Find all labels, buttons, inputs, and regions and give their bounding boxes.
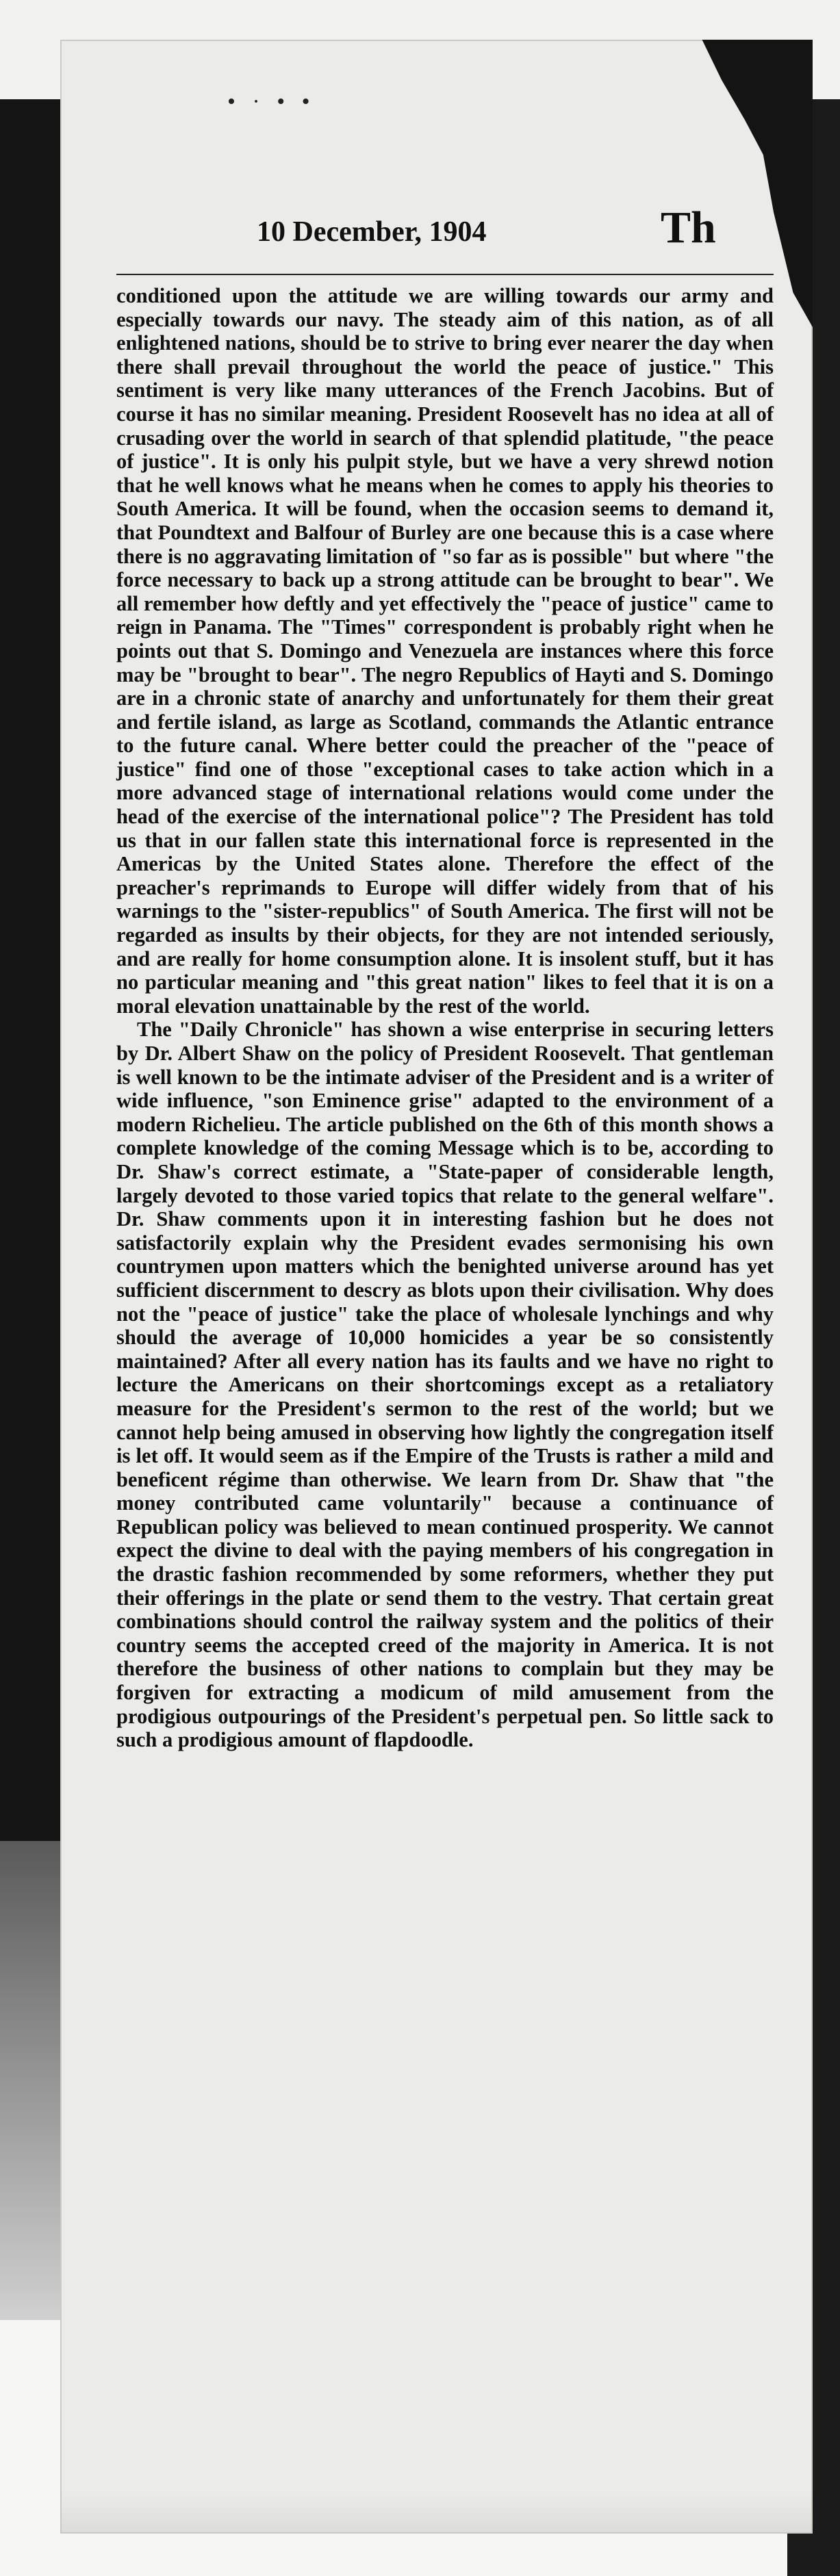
top-marks: • · • • bbox=[227, 89, 316, 114]
clipping-header bbox=[181, 168, 770, 253]
article-paragraph: The "Daily Chronicle" has shown a wise enterprise in securing letters by Dr. Albert Shaw on the policy of President Roosevelt. That gentleman is well known to be the intimate adviser of the President and is a writer of wide influence, "son Eminence grise" adapted to the environment of a modern Richelieu. The article published on the 6th of this month shows a complete knowledge of the coming Message which is to be, according to Dr. Shaw's correct estimate, a "State-paper of considerable length, largely devoted to those varied topics that relate to the general welfare". Dr. Shaw comments upon it in interesting fashion but he does not satisfactorily explain why the President evades sermonising his own countrymen upon matters which the benighted universe around has yet sufficient discernment to descry as blots upon their civilisation. Why does not the "peace of justice" take the place of wholesale lynchings and why should the average of 10,000 homicides a year be so consistently maintained? After all every nation has its faults and we have no right to lecture the Americans on their shortcomings except as a retaliatory measure for the President's sermon to the rest of the world; but we cannot help being amused in observing how lightly the congregation itself is let off. It would seem as if the Empire of the Trusts is rather a mild and beneficent régime than otherwise. We learn from Dr. Shaw that "the money contributed came voluntarily" because a continuance of Republican policy was believed to mean continued prosperity. We cannot expect the divine to deal with the paying members of his congregation in the drastic fashion recommended by some reformers, whether they put their offerings in the plate or send them to the vestry. That certain great combinations should control the railway system and the politics of their country seems the accepted creed of the majority in America. It is not therefore the business of other nations to complain but they may be forgiven for extracting a modicum of mild amusement from the prodigious outpourings of the President's perpetual pen. So little sack to such a prodigious amount of flapdoodle. bbox=[116, 1018, 774, 1752]
masthead-fragment: Th bbox=[661, 203, 716, 253]
header-rule bbox=[116, 274, 774, 275]
article-body bbox=[116, 284, 774, 1752]
issue-date: 10 December, 1904 bbox=[257, 216, 487, 248]
newspaper-clipping bbox=[62, 41, 811, 2532]
article-paragraph: conditioned upon the attitude we are willing towards our army and especially towards our navy. The steady aim of this nation, as of all enlightened nations, should be to strive to bring ever nearer the day when there shall prevail throughout the world the peace of justice." This sentiment is very like many utterances of the French Jacobins. But of course it has no similar meaning. President Roosevelt has no idea at all of crusading over the world in search of that splendid platitude, "the peace of justice". It is only his pulpit style, but we have a very shrewd notion that he well knows what he means when he comes to apply his theories to South America. It will be found, when the occasion seems to demand it, that Poundtext and Balfour of Burley are one because this is a case where there is no aggravating limitation of "so far as is possible" but where "the force necessary to back up a strong attitude can be brought to bear". We all remember how deftly and yet effectively the "peace of justice" came to reign in Panama. The "Times" correspondent is probably right when he points out that S. Domingo and Venezuela are instances where this force may be "brought to bear". The negro Republics of Hayti and S. Domingo are in a chronic state of anarchy and unfortunately for them their great and fertile island, as large as Scotland, commands the Atlantic entrance to the future canal. Where better could the preacher of the "peace of justice" find one of those "exceptional cases to take action which in a more advanced stage of international relations would come under the head of the exercise of the international police"? The President has told us that in our fallen state this international force is represented in the Americas by the United States alone. Therefore the effect of the preacher's reprimands to Europe will differ widely from that of his warnings to the "sister-republics" of South America. The first will not be regarded as insults by their objects, for they are not intended seriously, and are really for home consumption alone. It is insolent stuff, but it has no particular meaning and "this great nation" likes to feel that it is on a moral elevation unattainable by the rest of the world. bbox=[116, 284, 774, 1018]
clipping-bottom-edge bbox=[62, 2491, 811, 2532]
